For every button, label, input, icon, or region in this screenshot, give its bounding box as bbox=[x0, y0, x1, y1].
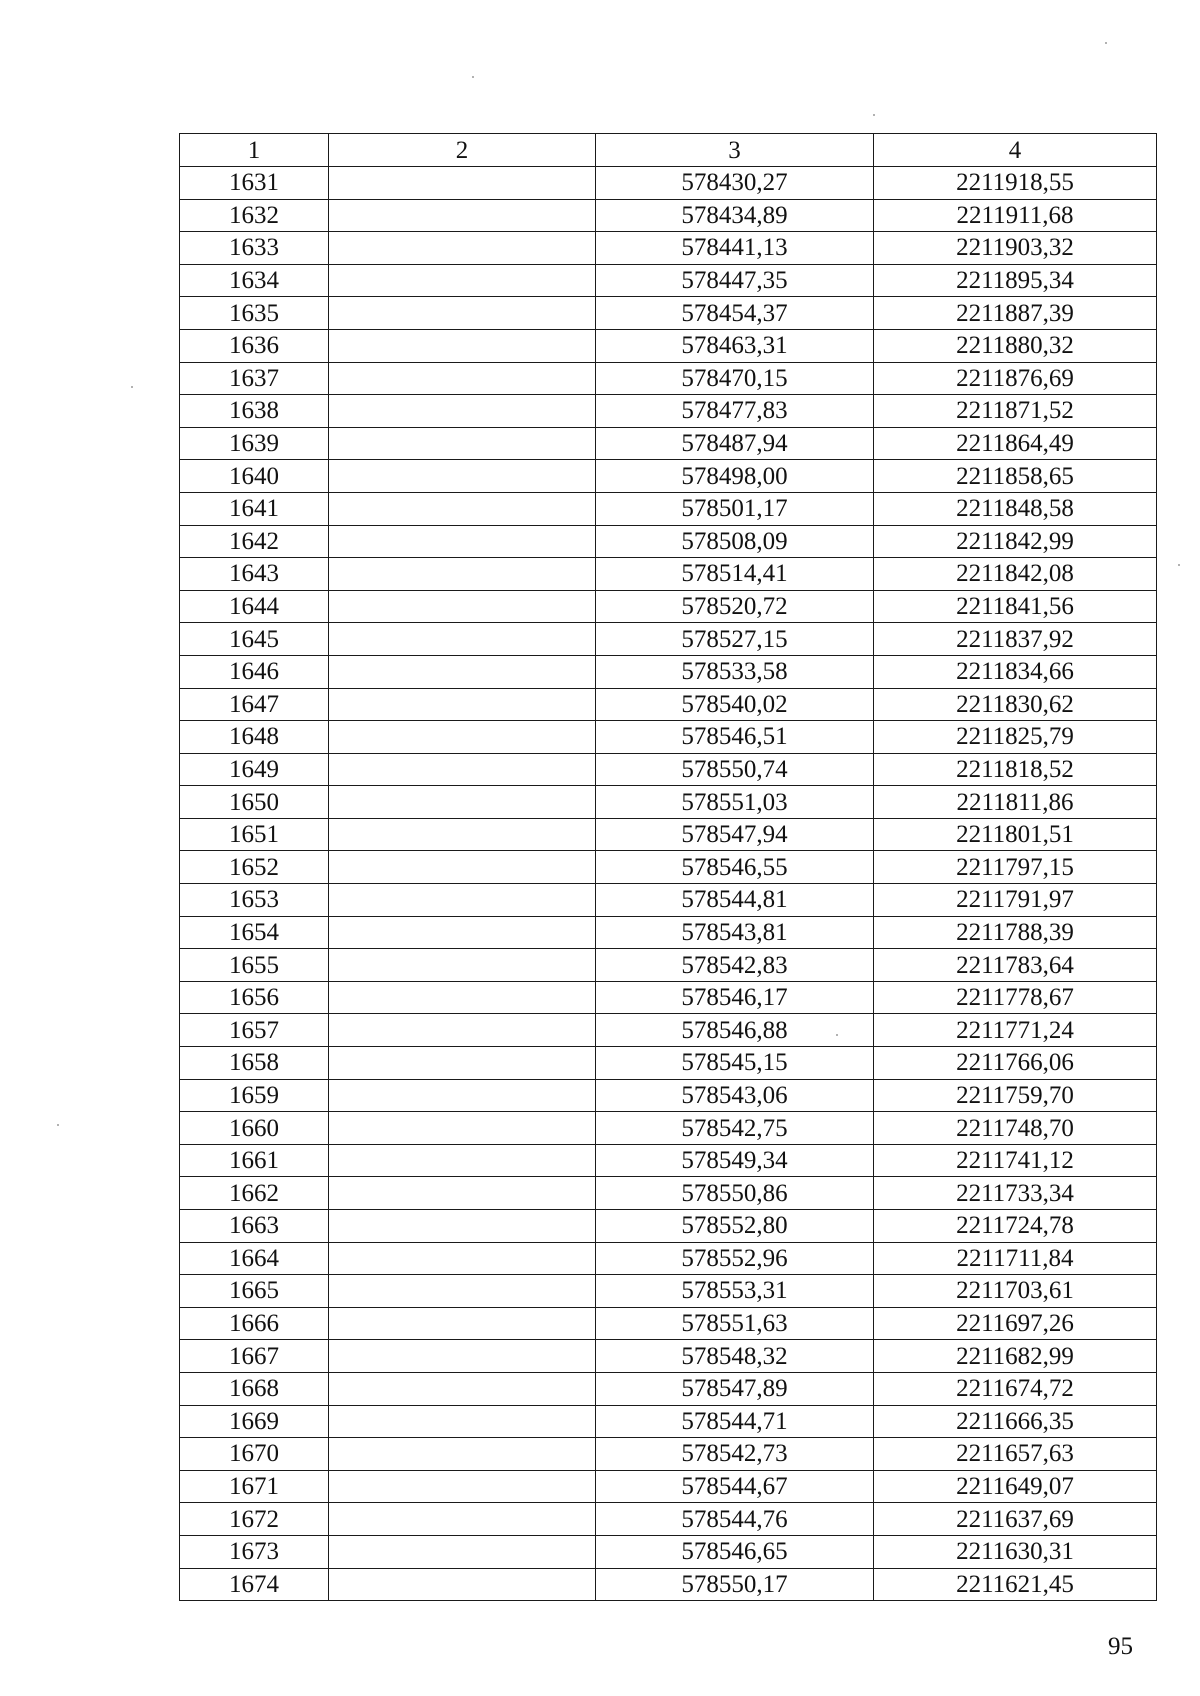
description-cell bbox=[329, 753, 596, 786]
scan-speck bbox=[472, 76, 474, 78]
table-row bbox=[180, 1177, 1157, 1210]
table-row bbox=[180, 916, 1157, 949]
y-coordinate-cell: 2211842,08 bbox=[874, 558, 1157, 591]
y-coordinate-cell: 2211637,69 bbox=[874, 1503, 1157, 1536]
x-coordinate-cell: 578546,88 bbox=[596, 1014, 874, 1047]
point-number-cell: 1659 bbox=[180, 1079, 329, 1112]
y-coordinate-cell: 2211801,51 bbox=[874, 818, 1157, 851]
table-row bbox=[180, 981, 1157, 1014]
description-cell bbox=[329, 264, 596, 297]
x-coordinate-cell: 578501,17 bbox=[596, 492, 874, 525]
description-cell bbox=[329, 329, 596, 362]
point-number-cell: 1671 bbox=[180, 1470, 329, 1503]
x-coordinate-cell: 578550,17 bbox=[596, 1568, 874, 1601]
description-cell bbox=[329, 1535, 596, 1568]
y-coordinate-cell: 2211783,64 bbox=[874, 949, 1157, 982]
table-row bbox=[180, 1242, 1157, 1275]
x-coordinate-cell: 578441,13 bbox=[596, 232, 874, 265]
table-row bbox=[180, 1112, 1157, 1145]
x-coordinate-cell: 578543,06 bbox=[596, 1079, 874, 1112]
description-cell bbox=[329, 1014, 596, 1047]
x-coordinate-cell: 578520,72 bbox=[596, 590, 874, 623]
x-coordinate-cell: 578546,51 bbox=[596, 721, 874, 754]
point-number-cell: 1634 bbox=[180, 264, 329, 297]
table-row bbox=[180, 1568, 1157, 1601]
x-coordinate-cell: 578533,58 bbox=[596, 655, 874, 688]
y-coordinate-cell: 2211848,58 bbox=[874, 492, 1157, 525]
point-number-cell: 1640 bbox=[180, 460, 329, 493]
table-row bbox=[180, 688, 1157, 721]
point-number-cell: 1644 bbox=[180, 590, 329, 623]
x-coordinate-cell: 578447,35 bbox=[596, 264, 874, 297]
table-row bbox=[180, 721, 1157, 754]
description-cell bbox=[329, 1438, 596, 1471]
point-number-cell: 1648 bbox=[180, 721, 329, 754]
point-number-cell: 1667 bbox=[180, 1340, 329, 1373]
point-number-cell: 1654 bbox=[180, 916, 329, 949]
description-cell bbox=[329, 786, 596, 819]
table-row bbox=[180, 395, 1157, 428]
x-coordinate-cell: 578548,32 bbox=[596, 1340, 874, 1373]
x-coordinate-cell: 578470,15 bbox=[596, 362, 874, 395]
y-coordinate-cell: 2211733,34 bbox=[874, 1177, 1157, 1210]
table-row bbox=[180, 818, 1157, 851]
table-row bbox=[180, 1405, 1157, 1438]
y-coordinate-cell: 2211797,15 bbox=[874, 851, 1157, 884]
x-coordinate-cell: 578552,96 bbox=[596, 1242, 874, 1275]
description-cell bbox=[329, 818, 596, 851]
scan-speck bbox=[1105, 42, 1107, 44]
point-number-cell: 1650 bbox=[180, 786, 329, 819]
y-coordinate-cell: 2211911,68 bbox=[874, 199, 1157, 232]
scan-speck bbox=[131, 386, 133, 388]
point-number-cell: 1631 bbox=[180, 167, 329, 200]
x-coordinate-cell: 578454,37 bbox=[596, 297, 874, 330]
y-coordinate-cell: 2211830,62 bbox=[874, 688, 1157, 721]
table-row bbox=[180, 232, 1157, 265]
header-row bbox=[180, 134, 1157, 167]
y-coordinate-cell: 2211918,55 bbox=[874, 167, 1157, 200]
point-number-cell: 1660 bbox=[180, 1112, 329, 1145]
y-coordinate-cell: 2211666,35 bbox=[874, 1405, 1157, 1438]
table-row bbox=[180, 329, 1157, 362]
point-number-cell: 1672 bbox=[180, 1503, 329, 1536]
y-coordinate-cell: 2211880,32 bbox=[874, 329, 1157, 362]
table-row bbox=[180, 362, 1157, 395]
y-coordinate-cell: 2211858,65 bbox=[874, 460, 1157, 493]
table-row bbox=[180, 1503, 1157, 1536]
point-number-cell: 1649 bbox=[180, 753, 329, 786]
x-coordinate-cell: 578498,00 bbox=[596, 460, 874, 493]
scan-speck bbox=[1178, 564, 1180, 566]
point-number-cell: 1656 bbox=[180, 981, 329, 1014]
x-coordinate-cell: 578550,74 bbox=[596, 753, 874, 786]
table-row bbox=[180, 1210, 1157, 1243]
y-coordinate-cell: 2211811,86 bbox=[874, 786, 1157, 819]
y-coordinate-cell: 2211711,84 bbox=[874, 1242, 1157, 1275]
point-number-cell: 1632 bbox=[180, 199, 329, 232]
y-coordinate-cell: 2211630,31 bbox=[874, 1535, 1157, 1568]
y-coordinate-cell: 2211748,70 bbox=[874, 1112, 1157, 1145]
x-coordinate-cell: 578551,63 bbox=[596, 1307, 874, 1340]
description-cell bbox=[329, 1372, 596, 1405]
y-coordinate-cell: 2211791,97 bbox=[874, 884, 1157, 917]
x-coordinate-cell: 578542,73 bbox=[596, 1438, 874, 1471]
table-row bbox=[180, 1275, 1157, 1308]
point-number-cell: 1674 bbox=[180, 1568, 329, 1601]
point-number-cell: 1651 bbox=[180, 818, 329, 851]
x-coordinate-cell: 578434,89 bbox=[596, 199, 874, 232]
point-number-cell: 1641 bbox=[180, 492, 329, 525]
point-number-cell: 1664 bbox=[180, 1242, 329, 1275]
column-header-3: 3 bbox=[596, 134, 874, 167]
description-cell bbox=[329, 1470, 596, 1503]
y-coordinate-cell: 2211876,69 bbox=[874, 362, 1157, 395]
description-cell bbox=[329, 590, 596, 623]
description-cell bbox=[329, 949, 596, 982]
page-number: 95 bbox=[1108, 1633, 1133, 1660]
point-number-cell: 1637 bbox=[180, 362, 329, 395]
y-coordinate-cell: 2211741,12 bbox=[874, 1144, 1157, 1177]
point-number-cell: 1655 bbox=[180, 949, 329, 982]
table-row bbox=[180, 492, 1157, 525]
y-coordinate-cell: 2211759,70 bbox=[874, 1079, 1157, 1112]
x-coordinate-cell: 578546,17 bbox=[596, 981, 874, 1014]
description-cell bbox=[329, 1144, 596, 1177]
x-coordinate-cell: 578542,83 bbox=[596, 949, 874, 982]
description-cell bbox=[329, 1405, 596, 1438]
x-coordinate-cell: 578546,55 bbox=[596, 851, 874, 884]
y-coordinate-cell: 2211724,78 bbox=[874, 1210, 1157, 1243]
description-cell bbox=[329, 721, 596, 754]
x-coordinate-cell: 578544,67 bbox=[596, 1470, 874, 1503]
table-row bbox=[180, 1470, 1157, 1503]
point-number-cell: 1647 bbox=[180, 688, 329, 721]
x-coordinate-cell: 578487,94 bbox=[596, 427, 874, 460]
description-cell bbox=[329, 655, 596, 688]
point-number-cell: 1639 bbox=[180, 427, 329, 460]
table-row bbox=[180, 884, 1157, 917]
table-row bbox=[180, 427, 1157, 460]
point-number-cell: 1668 bbox=[180, 1372, 329, 1405]
description-cell bbox=[329, 167, 596, 200]
table-row bbox=[180, 851, 1157, 884]
point-number-cell: 1658 bbox=[180, 1047, 329, 1080]
description-cell bbox=[329, 916, 596, 949]
point-number-cell: 1635 bbox=[180, 297, 329, 330]
point-number-cell: 1636 bbox=[180, 329, 329, 362]
table-row bbox=[180, 786, 1157, 819]
point-number-cell: 1665 bbox=[180, 1275, 329, 1308]
point-number-cell: 1661 bbox=[180, 1144, 329, 1177]
description-cell bbox=[329, 981, 596, 1014]
point-number-cell: 1653 bbox=[180, 884, 329, 917]
table-row bbox=[180, 460, 1157, 493]
table-row bbox=[180, 167, 1157, 200]
point-number-cell: 1638 bbox=[180, 395, 329, 428]
x-coordinate-cell: 578543,81 bbox=[596, 916, 874, 949]
x-coordinate-cell: 578544,71 bbox=[596, 1405, 874, 1438]
x-coordinate-cell: 578508,09 bbox=[596, 525, 874, 558]
point-number-cell: 1662 bbox=[180, 1177, 329, 1210]
description-cell bbox=[329, 232, 596, 265]
description-cell bbox=[329, 1503, 596, 1536]
column-header-2: 2 bbox=[329, 134, 596, 167]
y-coordinate-cell: 2211871,52 bbox=[874, 395, 1157, 428]
table-header bbox=[180, 134, 1157, 167]
table-row bbox=[180, 590, 1157, 623]
table-row bbox=[180, 297, 1157, 330]
description-cell bbox=[329, 395, 596, 428]
x-coordinate-cell: 578540,02 bbox=[596, 688, 874, 721]
description-cell bbox=[329, 884, 596, 917]
x-coordinate-cell: 578514,41 bbox=[596, 558, 874, 591]
x-coordinate-cell: 578550,86 bbox=[596, 1177, 874, 1210]
coordinate-table bbox=[179, 133, 1157, 1601]
y-coordinate-cell: 2211703,61 bbox=[874, 1275, 1157, 1308]
y-coordinate-cell: 2211778,67 bbox=[874, 981, 1157, 1014]
table-row bbox=[180, 1079, 1157, 1112]
table-row bbox=[180, 949, 1157, 982]
table-row bbox=[180, 1372, 1157, 1405]
point-number-cell: 1669 bbox=[180, 1405, 329, 1438]
point-number-cell: 1633 bbox=[180, 232, 329, 265]
description-cell bbox=[329, 851, 596, 884]
x-coordinate-cell: 578549,34 bbox=[596, 1144, 874, 1177]
y-coordinate-cell: 2211682,99 bbox=[874, 1340, 1157, 1373]
x-coordinate-cell: 578544,76 bbox=[596, 1503, 874, 1536]
description-cell bbox=[329, 1047, 596, 1080]
description-cell bbox=[329, 1210, 596, 1243]
y-coordinate-cell: 2211649,07 bbox=[874, 1470, 1157, 1503]
y-coordinate-cell: 2211674,72 bbox=[874, 1372, 1157, 1405]
description-cell bbox=[329, 492, 596, 525]
scan-speck bbox=[57, 1124, 59, 1126]
scan-speck bbox=[873, 114, 875, 116]
description-cell bbox=[329, 1177, 596, 1210]
description-cell bbox=[329, 199, 596, 232]
x-coordinate-cell: 578552,80 bbox=[596, 1210, 874, 1243]
point-number-cell: 1646 bbox=[180, 655, 329, 688]
description-cell bbox=[329, 623, 596, 656]
description-cell bbox=[329, 460, 596, 493]
column-header-4: 4 bbox=[874, 134, 1157, 167]
table-row bbox=[180, 623, 1157, 656]
y-coordinate-cell: 2211841,56 bbox=[874, 590, 1157, 623]
scan-speck bbox=[836, 1034, 838, 1036]
x-coordinate-cell: 578477,83 bbox=[596, 395, 874, 428]
description-cell bbox=[329, 1307, 596, 1340]
y-coordinate-cell: 2211895,34 bbox=[874, 264, 1157, 297]
point-number-cell: 1643 bbox=[180, 558, 329, 591]
table-row bbox=[180, 1340, 1157, 1373]
x-coordinate-cell: 578547,94 bbox=[596, 818, 874, 851]
description-cell bbox=[329, 525, 596, 558]
x-coordinate-cell: 578542,75 bbox=[596, 1112, 874, 1145]
description-cell bbox=[329, 558, 596, 591]
table-row bbox=[180, 1438, 1157, 1471]
y-coordinate-cell: 2211864,49 bbox=[874, 427, 1157, 460]
table-row bbox=[180, 1535, 1157, 1568]
y-coordinate-cell: 2211887,39 bbox=[874, 297, 1157, 330]
table-row bbox=[180, 1047, 1157, 1080]
table-row bbox=[180, 753, 1157, 786]
description-cell bbox=[329, 688, 596, 721]
table-row bbox=[180, 1014, 1157, 1047]
point-number-cell: 1645 bbox=[180, 623, 329, 656]
description-cell bbox=[329, 1275, 596, 1308]
table-row bbox=[180, 264, 1157, 297]
y-coordinate-cell: 2211842,99 bbox=[874, 525, 1157, 558]
description-cell bbox=[329, 427, 596, 460]
point-number-cell: 1673 bbox=[180, 1535, 329, 1568]
x-coordinate-cell: 578544,81 bbox=[596, 884, 874, 917]
point-number-cell: 1663 bbox=[180, 1210, 329, 1243]
y-coordinate-cell: 2211834,66 bbox=[874, 655, 1157, 688]
point-number-cell: 1666 bbox=[180, 1307, 329, 1340]
y-coordinate-cell: 2211621,45 bbox=[874, 1568, 1157, 1601]
y-coordinate-cell: 2211788,39 bbox=[874, 916, 1157, 949]
x-coordinate-cell: 578430,27 bbox=[596, 167, 874, 200]
table-row bbox=[180, 1307, 1157, 1340]
description-cell bbox=[329, 1079, 596, 1112]
y-coordinate-cell: 2211771,24 bbox=[874, 1014, 1157, 1047]
point-number-cell: 1642 bbox=[180, 525, 329, 558]
table-row bbox=[180, 558, 1157, 591]
y-coordinate-cell: 2211657,63 bbox=[874, 1438, 1157, 1471]
point-number-cell: 1657 bbox=[180, 1014, 329, 1047]
x-coordinate-cell: 578527,15 bbox=[596, 623, 874, 656]
x-coordinate-cell: 578547,89 bbox=[596, 1372, 874, 1405]
y-coordinate-cell: 2211837,92 bbox=[874, 623, 1157, 656]
description-cell bbox=[329, 1340, 596, 1373]
x-coordinate-cell: 578463,31 bbox=[596, 329, 874, 362]
x-coordinate-cell: 578553,31 bbox=[596, 1275, 874, 1308]
y-coordinate-cell: 2211903,32 bbox=[874, 232, 1157, 265]
table-body bbox=[180, 167, 1157, 1601]
table-row bbox=[180, 199, 1157, 232]
y-coordinate-cell: 2211818,52 bbox=[874, 753, 1157, 786]
table-row bbox=[180, 655, 1157, 688]
point-number-cell: 1670 bbox=[180, 1438, 329, 1471]
x-coordinate-cell: 578551,03 bbox=[596, 786, 874, 819]
description-cell bbox=[329, 362, 596, 395]
description-cell bbox=[329, 1568, 596, 1601]
description-cell bbox=[329, 1242, 596, 1275]
x-coordinate-cell: 578545,15 bbox=[596, 1047, 874, 1080]
column-header-1: 1 bbox=[180, 134, 329, 167]
description-cell bbox=[329, 297, 596, 330]
table-row bbox=[180, 525, 1157, 558]
y-coordinate-cell: 2211697,26 bbox=[874, 1307, 1157, 1340]
x-coordinate-cell: 578546,65 bbox=[596, 1535, 874, 1568]
point-number-cell: 1652 bbox=[180, 851, 329, 884]
y-coordinate-cell: 2211766,06 bbox=[874, 1047, 1157, 1080]
y-coordinate-cell: 2211825,79 bbox=[874, 721, 1157, 754]
description-cell bbox=[329, 1112, 596, 1145]
table-row bbox=[180, 1144, 1157, 1177]
